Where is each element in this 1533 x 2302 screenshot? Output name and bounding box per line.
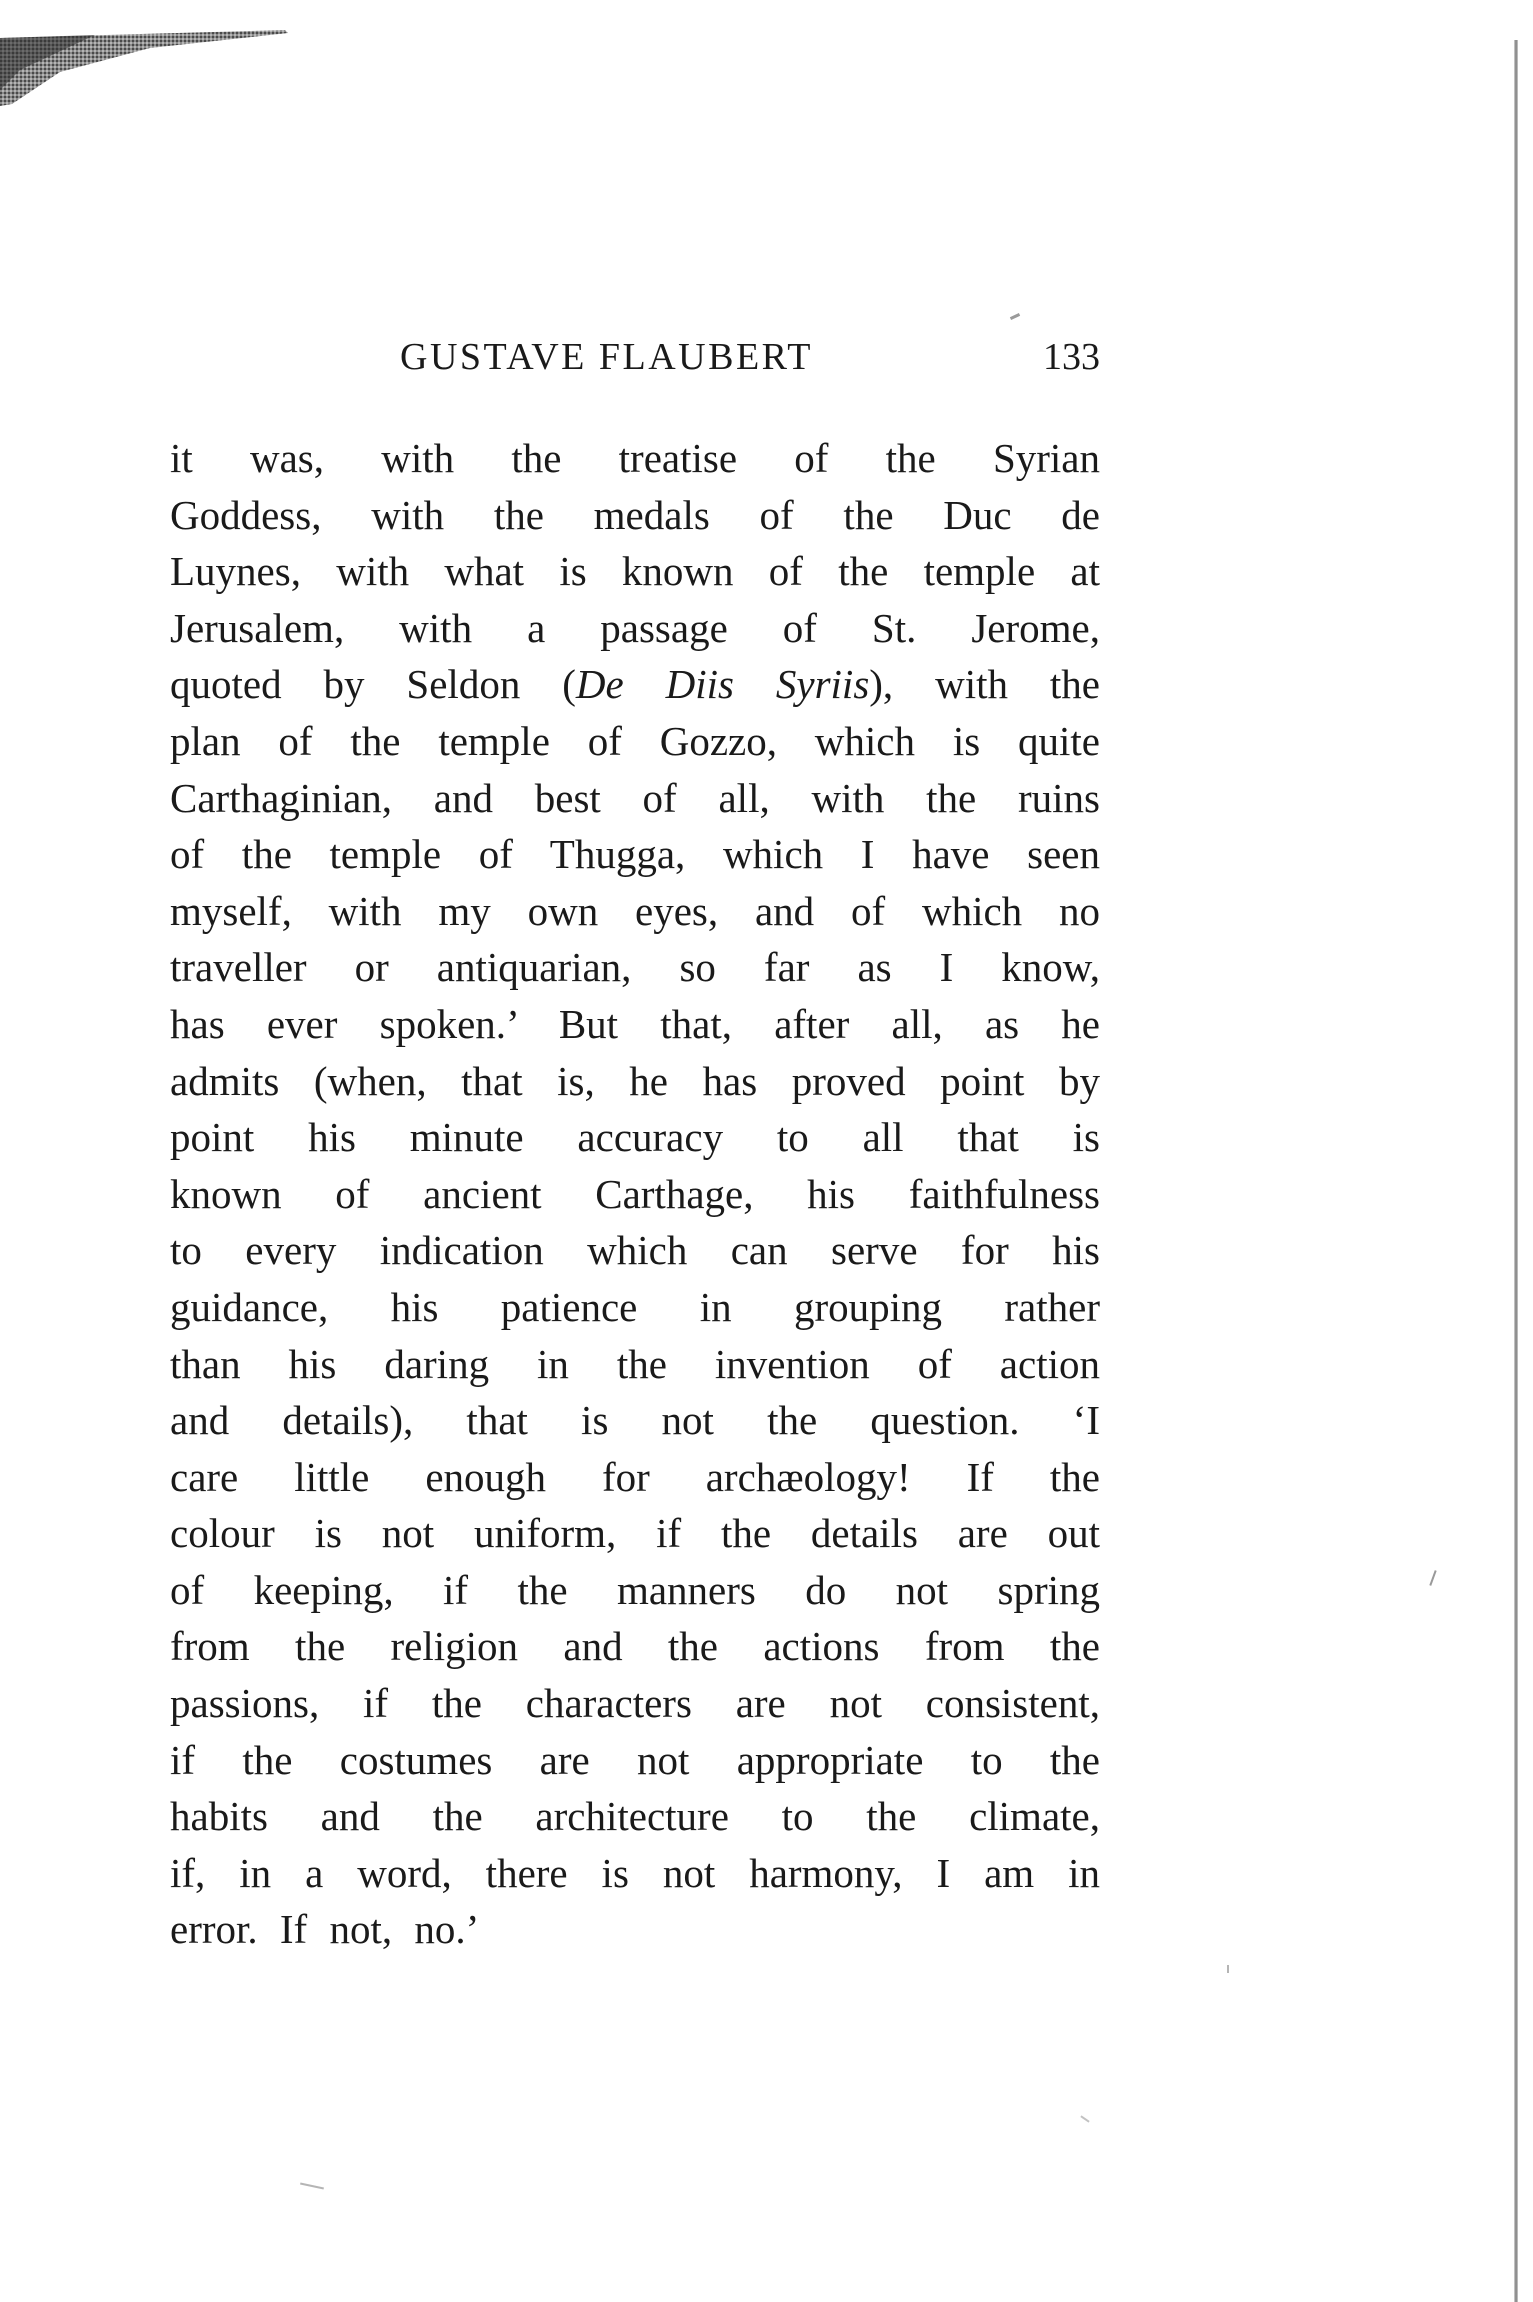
text-line: from the religion and the actions from the	[170, 1623, 1100, 1670]
text-line: and details), that is not the question. ‘I	[170, 1397, 1100, 1444]
text-line: if the costumes are not appropriate to the	[170, 1736, 1100, 1783]
text-line: to every indication which can serve for his	[170, 1227, 1100, 1274]
text-line: guidance, his patience in grouping rather	[170, 1283, 1100, 1330]
text-line: admits (when, that is, he has proved point by	[170, 1057, 1100, 1104]
text-line: passions, if the characters are not consistent,	[170, 1680, 1100, 1727]
text-line: myself, with my own eyes, and of which no	[170, 887, 1100, 934]
text-line: if, in a word, there is not harmony, I am in	[170, 1849, 1100, 1896]
text-line: Luynes, with what is known of the temple at	[170, 548, 1100, 595]
text-line: care little enough for archæology! If the	[170, 1453, 1100, 1500]
running-title: GUSTAVE FLAUBERT	[400, 336, 813, 378]
text-line: plan of the temple of Gozzo, which is quite	[170, 717, 1100, 764]
citation-tail: ), with the	[869, 661, 1100, 708]
text-line: has ever spoken.’ But that, after all, as he	[170, 1000, 1100, 1047]
text-line: of keeping, if the manners do not spring	[170, 1566, 1100, 1613]
body-text	[170, 430, 1100, 1958]
running-head	[170, 335, 1100, 395]
scan-speck	[300, 2183, 324, 2190]
text-line: traveller or antiquarian, so far as I know,	[170, 944, 1100, 991]
scan-artifact-corner	[0, 0, 290, 110]
scan-speck	[1010, 313, 1020, 320]
text-line-final: error. If not, no.’	[170, 1906, 480, 1953]
text-line: known of ancient Carthage, his faithfulness	[170, 1170, 1100, 1217]
text-line: Goddess, with the medals of the Duc de	[170, 491, 1100, 538]
text-line: it was, with the treatise of the Syrian	[170, 435, 1100, 481]
scan-speck	[1227, 1965, 1229, 1973]
binding-edge	[1514, 40, 1518, 2302]
citation-title: De Diis Syriis	[575, 661, 870, 708]
text-line: of the temple of Thugga, which I have seen	[170, 831, 1100, 878]
text-line: habits and the architecture to the climate,	[170, 1793, 1100, 1840]
scan-speck	[1429, 1570, 1436, 1586]
text-line: Carthaginian, and best of all, with the ruins	[170, 774, 1100, 821]
page-number: 133	[1043, 336, 1100, 378]
text-line: point his minute accuracy to all that is	[170, 1114, 1100, 1161]
text-line: than his daring in the invention of action	[170, 1340, 1100, 1387]
text-line: Jerusalem, with a passage of St. Jerome,	[170, 604, 1100, 651]
citation-lead: quoted by Seldon (	[170, 661, 576, 708]
scan-speck	[1080, 2115, 1089, 2122]
text-line: colour is not uniform, if the details are out	[170, 1510, 1100, 1557]
text-line-with-citation	[170, 656, 1100, 713]
